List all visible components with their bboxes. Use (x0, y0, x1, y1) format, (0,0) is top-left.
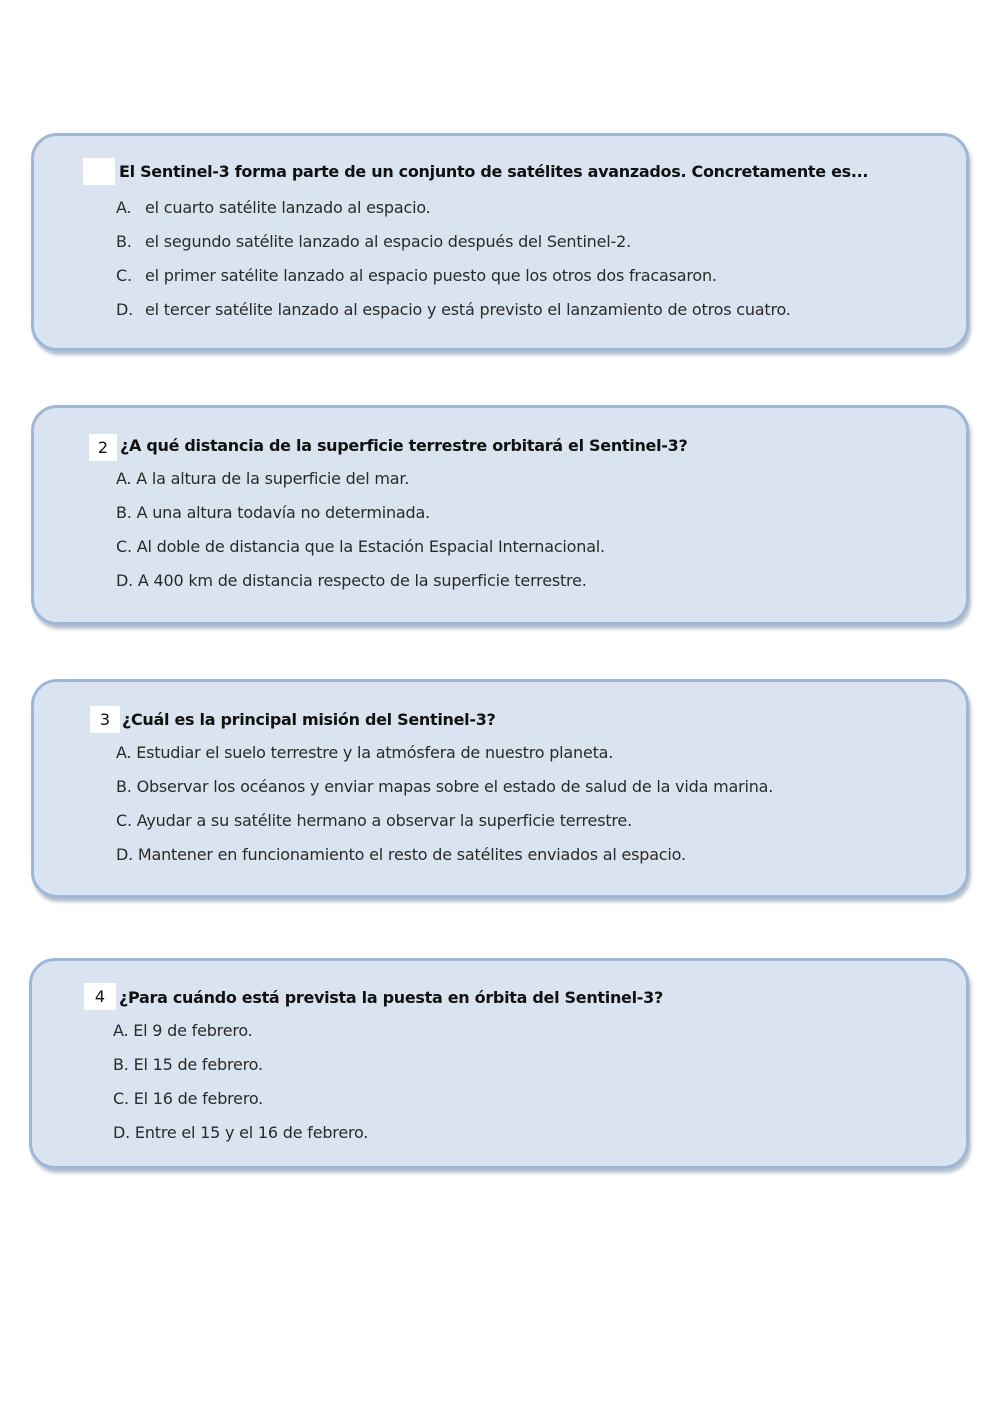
options-list (116, 198, 791, 334)
option-letter: D. (116, 571, 134, 590)
option-letter: A. (116, 469, 132, 488)
question-number-input[interactable]: 4 (84, 983, 116, 1010)
option-b[interactable] (113, 1055, 368, 1089)
question-number-input[interactable]: 3 (90, 706, 120, 733)
option-b[interactable] (116, 232, 791, 266)
option-d[interactable] (113, 1123, 368, 1157)
option-text: El 16 de febrero. (133, 1089, 264, 1108)
option-letter: D. (116, 300, 134, 319)
option-text: Observar los océanos y enviar mapas sobre el estado de salud de la vida marina. (136, 777, 774, 796)
question-text: ¿A qué distancia de la superficie terrestre orbitará el Sentinel-3? (120, 436, 688, 455)
option-text: el cuarto satélite lanzado al espacio. (145, 198, 431, 217)
option-a[interactable] (113, 1021, 368, 1055)
question-text: El Sentinel-3 forma parte de un conjunto de satélites avanzados. Concretamente es... (119, 162, 869, 181)
option-c[interactable] (116, 811, 773, 845)
option-a[interactable] (116, 743, 773, 777)
option-d[interactable] (116, 845, 773, 879)
option-c[interactable] (116, 537, 605, 571)
option-text: el segundo satélite lanzado al espacio después del Sentinel-2. (145, 232, 631, 251)
option-letter: D. (113, 1123, 131, 1142)
option-text: A una altura todavía no determinada. (136, 503, 430, 522)
option-letter: A. (113, 1021, 129, 1040)
option-letter: B. (113, 1055, 129, 1074)
option-letter: C. (116, 266, 132, 285)
option-a[interactable] (116, 469, 605, 503)
option-letter: A. (116, 198, 132, 217)
option-text: Entre el 15 y el 16 de febrero. (134, 1123, 369, 1142)
question-number-input[interactable] (83, 158, 115, 185)
option-letter: C. (113, 1089, 129, 1108)
question-card-4 (29, 958, 969, 1169)
option-letter: C. (116, 537, 132, 556)
option-b[interactable] (116, 777, 773, 811)
question-number-input[interactable]: 2 (89, 434, 117, 461)
options-list (113, 1021, 368, 1157)
question-text: ¿Cuál es la principal misión del Sentinel-3? (122, 710, 496, 729)
option-letter: A. (116, 743, 132, 762)
option-letter: B. (116, 232, 132, 251)
option-text: el primer satélite lanzado al espacio puesto que los otros dos fracasaron. (145, 266, 717, 285)
options-list (116, 469, 605, 605)
option-letter: B. (116, 503, 132, 522)
option-text: Estudiar el suelo terrestre y la atmósfera de nuestro planeta. (136, 743, 614, 762)
option-text: El 9 de febrero. (133, 1021, 253, 1040)
option-text: Ayudar a su satélite hermano a observar la superficie terrestre. (136, 811, 632, 830)
option-d[interactable] (116, 571, 605, 605)
option-text: El 15 de febrero. (133, 1055, 263, 1074)
option-text: Mantener en funcionamiento el resto de satélites enviados al espacio. (137, 845, 686, 864)
options-list (116, 743, 773, 879)
option-text: el tercer satélite lanzado al espacio y está previsto el lanzamiento de otros cuatro. (145, 300, 791, 319)
option-letter: B. (116, 777, 132, 796)
option-c[interactable] (116, 266, 791, 300)
question-card-2 (31, 405, 969, 625)
option-text: A la altura de la superficie del mar. (136, 469, 410, 488)
option-c[interactable] (113, 1089, 368, 1123)
option-text: Al doble de distancia que la Estación Espacial Internacional. (136, 537, 605, 556)
option-letter: C. (116, 811, 132, 830)
question-text: ¿Para cuándo está prevista la puesta en órbita del Sentinel-3? (119, 988, 663, 1007)
question-card-3 (31, 679, 969, 898)
question-card-1 (31, 133, 969, 351)
option-text: A 400 km de distancia respecto de la superficie terrestre. (137, 571, 587, 590)
option-letter: D. (116, 845, 134, 864)
option-b[interactable] (116, 503, 605, 537)
option-d[interactable] (116, 300, 791, 334)
option-a[interactable] (116, 198, 791, 232)
